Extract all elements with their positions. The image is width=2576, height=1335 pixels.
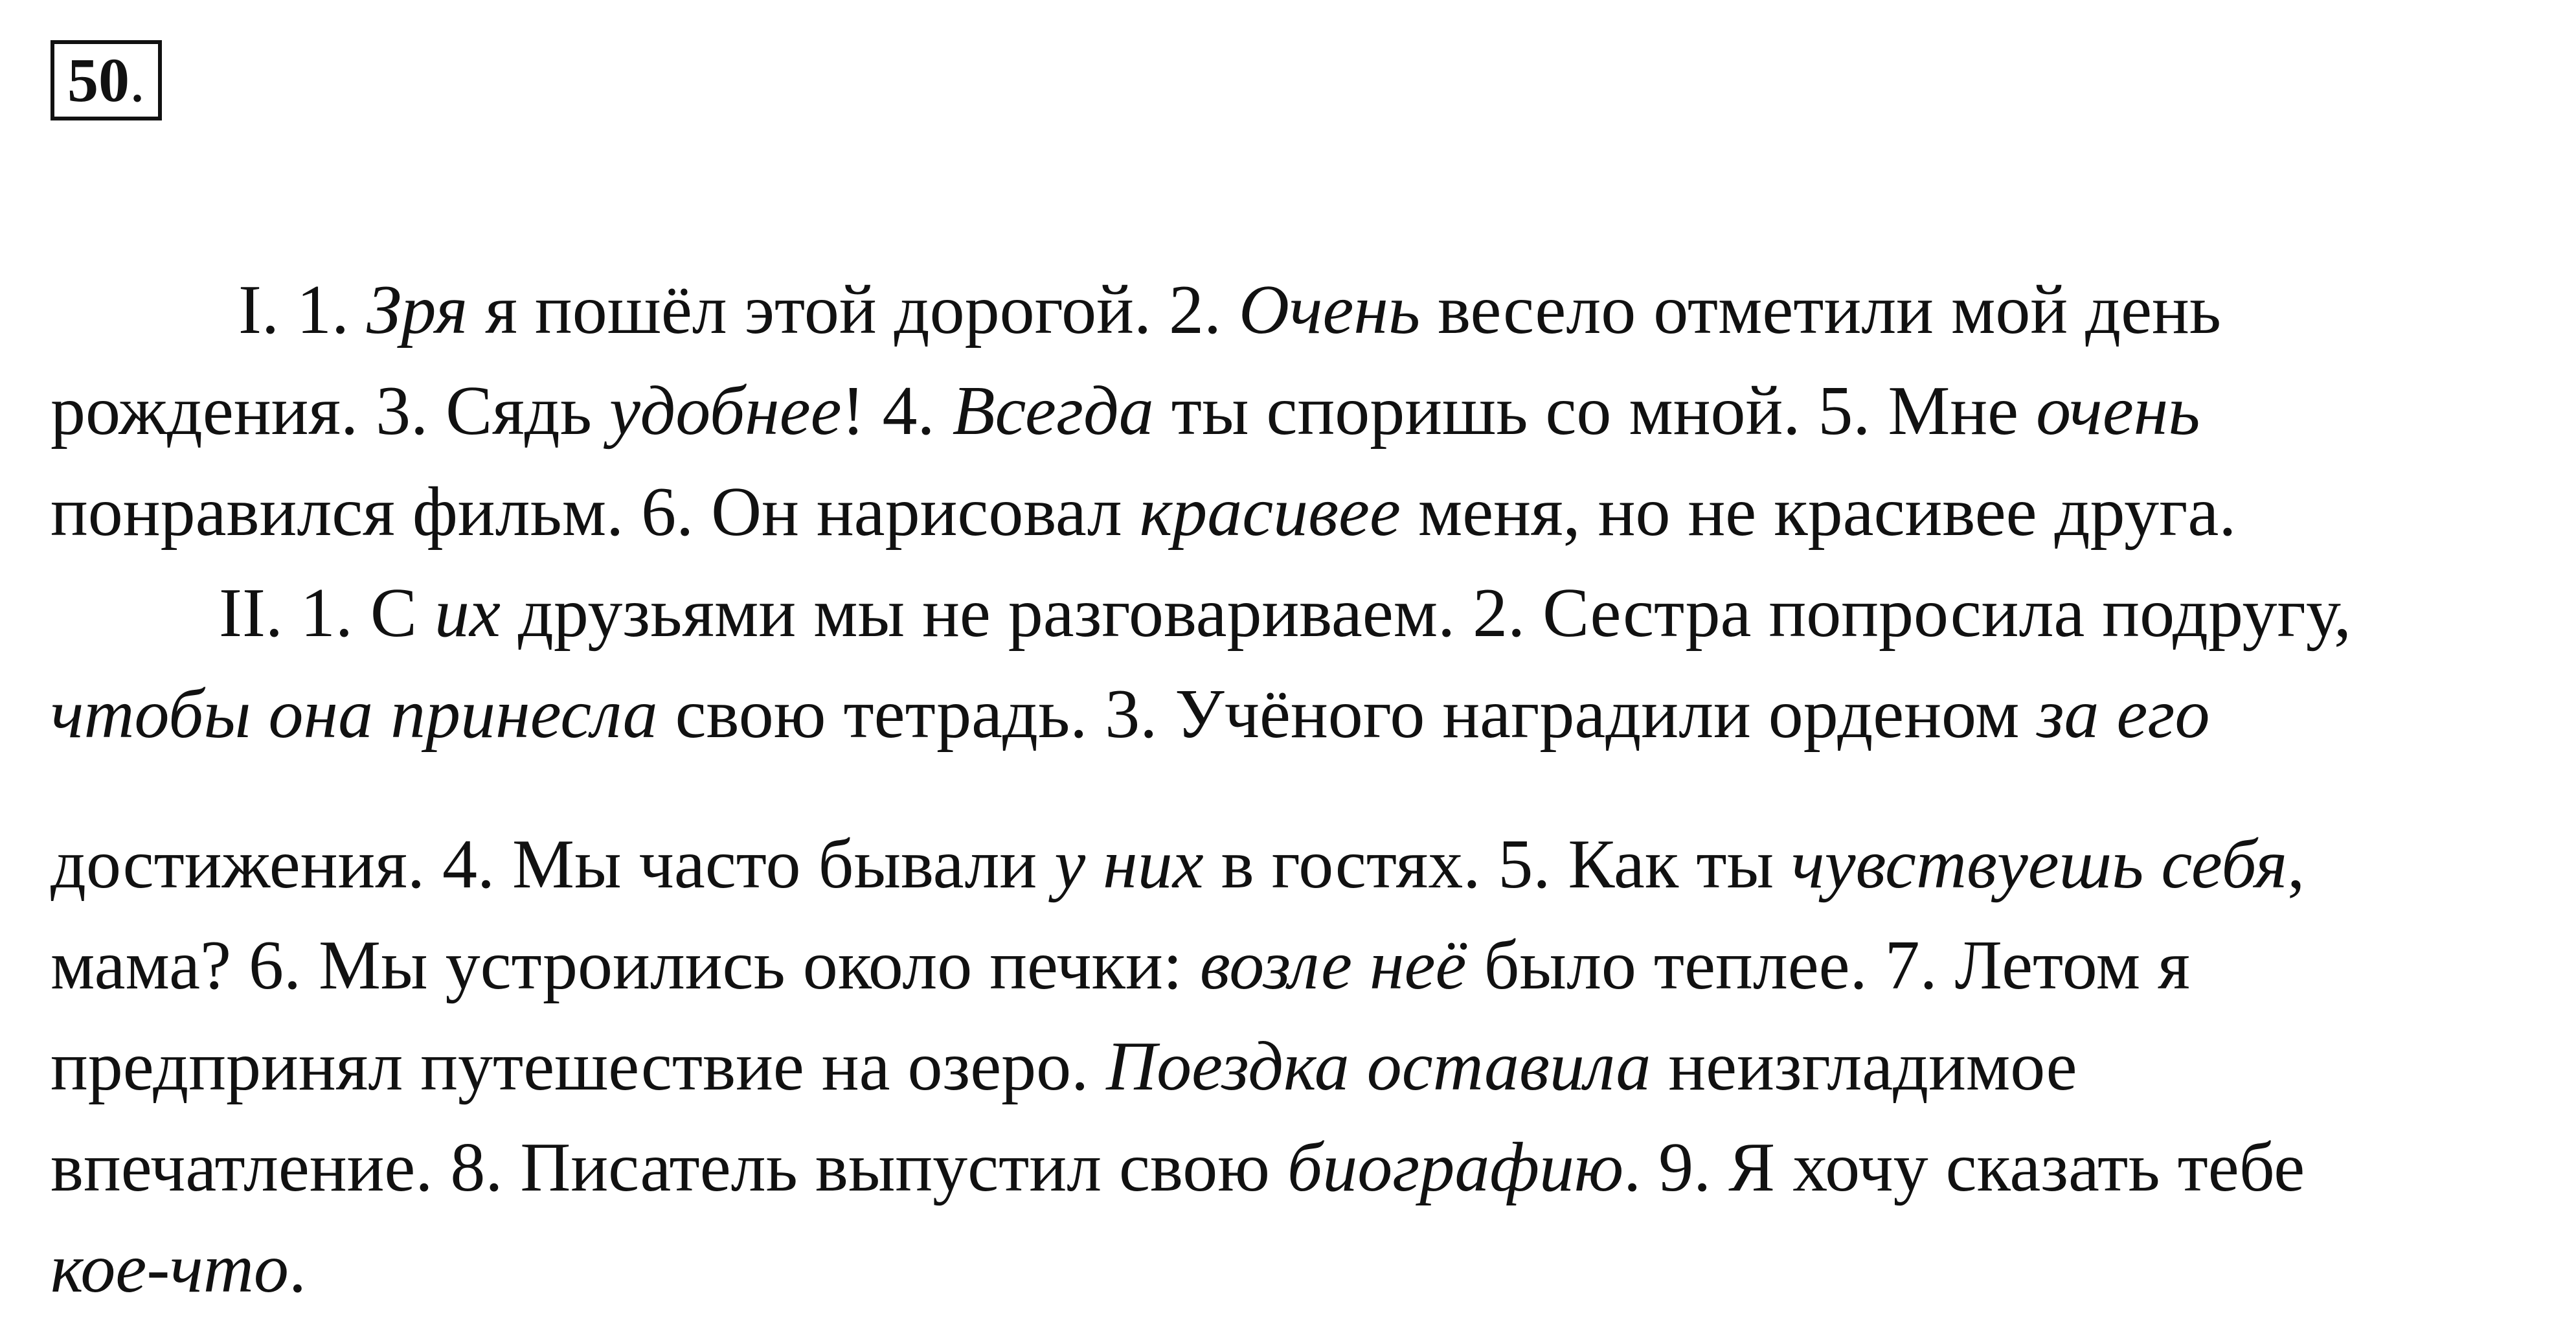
text-run: в гостях. 5. Как ты — [1203, 826, 1792, 903]
italic-text: у них — [1054, 826, 1204, 903]
italic-text: красивее — [1139, 474, 1401, 551]
exercise-number-value: 50 — [67, 45, 130, 115]
text-run: ! 4. — [841, 372, 953, 450]
text-run: было теплее. 7. Летом я — [1466, 927, 2190, 1004]
text-line — [51, 826, 2563, 931]
italic-text: чтобы она принесла — [51, 676, 658, 753]
italic-text: удобнее — [609, 372, 842, 450]
text-run: впечатление. 8. Писатель выпустил свою — [51, 1129, 1287, 1206]
italic-text: возле неё — [1199, 927, 1467, 1004]
text-run: меня, но не красивее друга. — [1400, 474, 2237, 551]
exercise-number — [51, 40, 162, 120]
italic-text: Всегда — [952, 372, 1154, 450]
text-run: . 9. Я хочу сказать тебе — [1623, 1129, 2305, 1206]
italic-text: чувствуешь себя — [1791, 826, 2288, 903]
text-line — [51, 1129, 2563, 1234]
text-run: I. 1. — [238, 271, 367, 348]
text-run: II. 1. С — [219, 575, 435, 652]
exercise-number-box — [51, 40, 162, 120]
text-run: рождения. 3. Сядь — [51, 372, 609, 450]
text-run: неизгладимое — [1651, 1028, 2077, 1105]
text-line — [51, 271, 2563, 376]
exercise-text — [51, 271, 2563, 1335]
text-run: ты споришь со мной. 5. Мне — [1153, 372, 2037, 450]
italic-text: Зря — [366, 271, 468, 348]
text-run: весело отметили мой день — [1420, 271, 2222, 348]
text-line — [51, 927, 2563, 1032]
text-run: понравился фильм. 6. Он нарисовал — [51, 474, 1140, 551]
italic-text: Поездка оставила — [1106, 1028, 1651, 1105]
text-line — [51, 474, 2563, 578]
text-run: я пошёл этой дорогой. 2. — [468, 271, 1239, 348]
text-run: . — [288, 1230, 306, 1307]
text-run: , — [2287, 826, 2305, 903]
text-run: мама? 6. Мы устроились около печки: — [51, 927, 1200, 1004]
text-line — [51, 1230, 2563, 1335]
text-line — [51, 372, 2563, 477]
italic-text: их — [434, 575, 501, 652]
text-run: свою тетрадь. 3. Учёного наградили орденом — [657, 676, 2037, 753]
text-run: достижения. 4. Мы часто бывали — [51, 826, 1055, 903]
italic-text: кое-что — [51, 1230, 289, 1307]
text-run: друзьями мы не разговариваем. 2. Сестра попросила подругу, — [500, 575, 2352, 652]
italic-text: биографию — [1287, 1129, 1624, 1206]
italic-text: за его — [2037, 676, 2210, 753]
text-run: предпринял путешествие на озеро. — [51, 1028, 1107, 1105]
text-line — [51, 1028, 2563, 1133]
italic-text: Очень — [1238, 271, 1421, 348]
italic-text: очень — [2036, 372, 2200, 450]
text-line — [51, 575, 2563, 679]
exercise-number-dot: . — [130, 45, 145, 115]
text-line — [51, 676, 2563, 830]
